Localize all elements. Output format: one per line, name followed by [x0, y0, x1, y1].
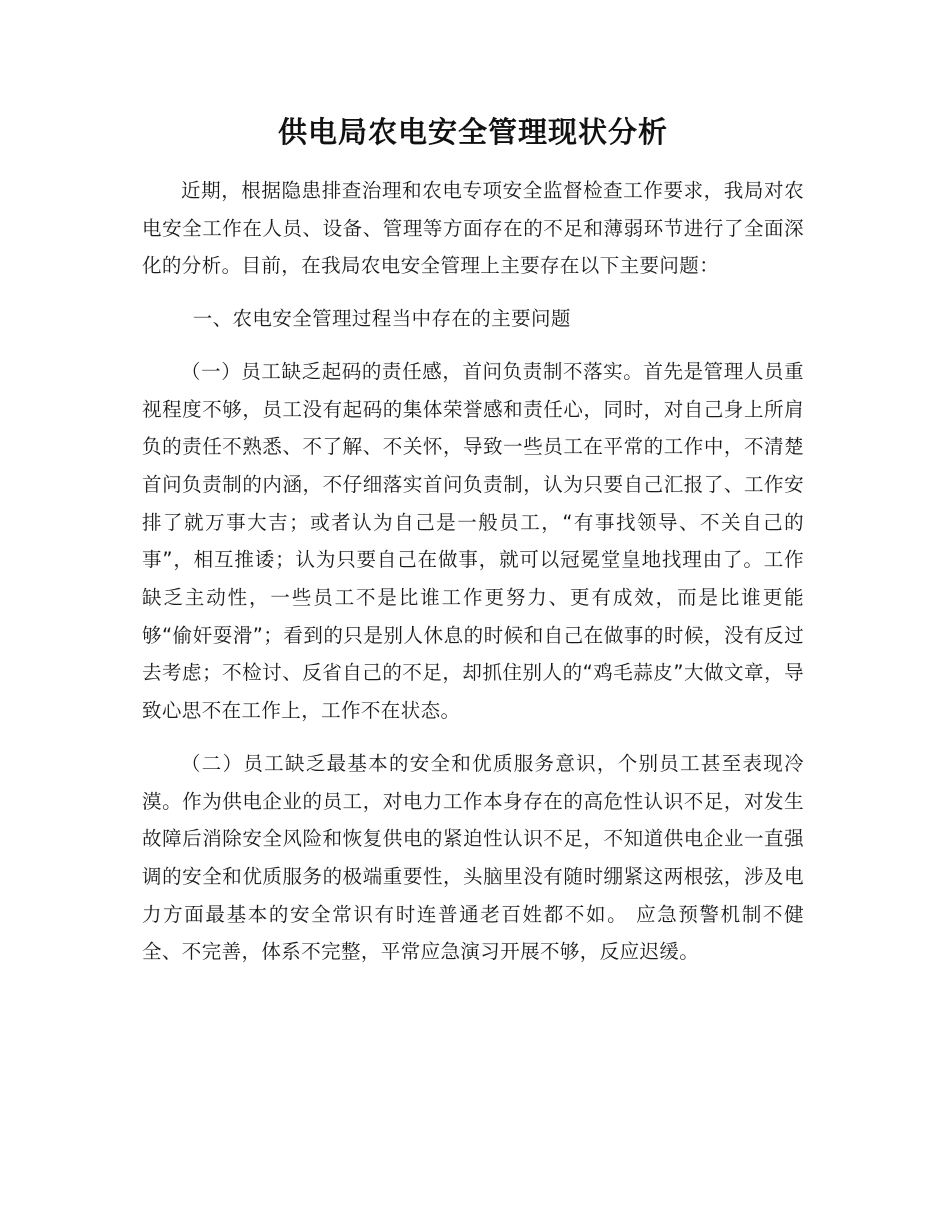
document-title: 供电局农电安全管理现状分析	[277, 115, 668, 149]
section-heading-1: 一、农电安全管理过程当中存在的主要问题	[192, 307, 571, 331]
body-paragraph-2: （二）员工缺乏最基本的安全和优质服务意识，个别员工甚至表现冷漠。作为供电企业的员工，对电力工作本身存在的高危性认识不足，对发生故障后消除安全风险和恢复供电的紧迫性认识不足，不知道供电企业一直强调的安全和优质服务的极端重要性，头脑里没有随时绷紧这两根弦，涉及电力方面最基本的安全常识有时连普通老百姓都不如。 应急预警机制不健全、不完善，体系不完整，平常应急演习开展不够，反应迟缓。	[142, 751, 804, 964]
intro-paragraph: 近期，根据隐患排查治理和农电专项安全监督检查工作要求，我局对农电安全工作在人员、设备、管理等方面存在的不足和薄弱环节进行了全面深化的分析。目前，在我局农电安全管理上主要存在以下主要问题：	[142, 179, 804, 278]
body-paragraph-1: （一）员工缺乏起码的责任感，首问负责制不落实。首先是管理人员重视程度不够，员工没有起码的集体荣誉感和责任心，同时，对自己身上所肩负的责任不熟悉、不了解、不关怀，导致一些员工在平常的工作中，不清楚首问负责制的内涵，不仔细落实首问负责制，认为只要自己汇报了、工作安排了就万事大吉；或者认为自己是一般员工，“有事找领导、不关自己的事”，相互推诿；认为只要自己在做事，就可以冠冕堂皇地找理由了。工作缺乏主动性，一些员工不是比谁工作更努力、更有成效，而是比谁更能够“偷奸耍滑”；看到的只是别人休息的时候和自己在做事的时候，没有反过去考虑；不检讨、反省自己的不足，却抓住别人的“鸡毛蒜皮”大做文章，导致心思不在工作上，工作不在状态。	[142, 359, 804, 723]
